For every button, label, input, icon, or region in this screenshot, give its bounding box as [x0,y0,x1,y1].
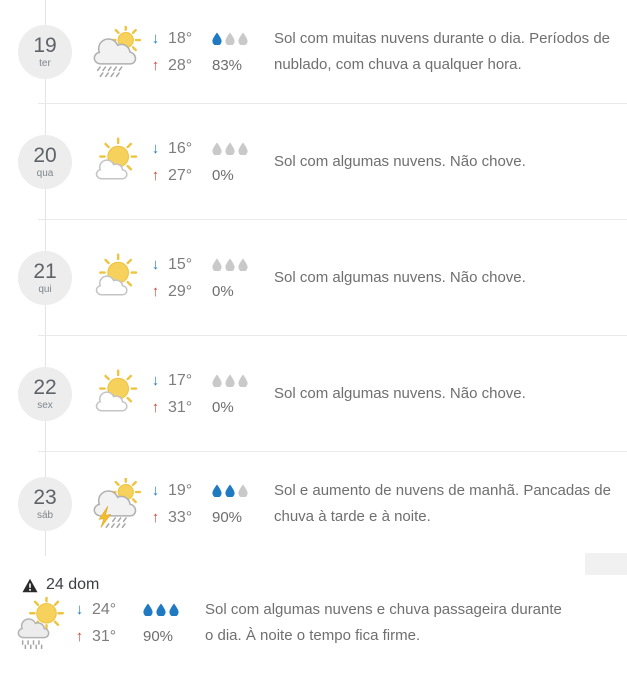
sun-small-cloud-icon [90,136,142,188]
rain-drop-icon [238,32,248,45]
min-temp: 19° [168,481,193,499]
day-number: 21 [33,259,57,283]
rain-drop-icon [212,484,222,497]
min-temp: 17° [168,371,193,389]
day-badge [18,251,72,305]
cloud-sun-rain-icon [90,26,142,78]
arrow-up-icon: ↑ [151,399,160,416]
forecast-description: Sol e aumento de nuvens de manhã. Pancadas de chuva à tarde e à noite. [274,482,611,525]
rain-drop-icon [212,374,222,387]
day-number: 22 [33,375,57,399]
max-temp: 29° [168,282,193,300]
day-weekday: sex [37,400,53,412]
cloud-sun-storm-icon [90,478,142,530]
arrow-down-icon: ↓ [75,601,84,618]
rain-drop-icon [238,142,248,155]
rain-probability: 83% [212,57,243,74]
arrow-up-icon: ↑ [75,628,84,645]
alert-day-label: 24 dom [46,576,100,593]
day-weekday: qua [36,168,54,180]
rain-drop-icon [225,374,235,387]
day-number: 23 [33,485,57,509]
forecast-description: Sol com algumas nuvens. Não chove. [274,153,526,170]
rain-column [212,251,260,305]
rain-drop-icon [225,484,235,497]
temperature-column [148,25,204,79]
max-temp: 31° [92,627,117,645]
day-weekday: sáb [36,510,54,522]
rain-drop-icon [143,603,153,616]
rain-drops-indicator [143,596,191,623]
arrow-up-icon: ↑ [151,167,160,184]
max-temp: 33° [168,508,193,526]
rain-drops-indicator [212,477,260,504]
rain-column [212,25,260,79]
scrollbar-fragment[interactable] [585,553,627,575]
rain-probability: 0% [212,283,234,300]
temperature-column [148,367,204,421]
max-temp: 27° [168,166,193,184]
rain-drop-icon [169,603,179,616]
day-column [0,367,90,421]
forecast-row-day-23[interactable] [0,452,627,556]
forecast-description: Sol com muitas nuvens durante o dia. Períodos de nublado, com chuva a qualquer hora. [274,30,611,73]
forecast-row-day-19[interactable] [0,0,627,104]
rain-probability: 90% [212,509,243,526]
rain-drop-icon [238,484,248,497]
arrow-down-icon: ↓ [151,372,160,389]
rain-drops-indicator [212,367,260,394]
temperature-column [148,251,204,305]
min-temp: 16° [168,139,193,157]
rain-drop-icon [225,142,235,155]
rain-drop-icon [156,603,166,616]
arrow-down-icon: ↓ [151,30,160,47]
day-number: 20 [33,143,57,167]
forecast-row-day-21[interactable] [0,220,627,336]
alert-body [0,596,627,650]
day-badge [18,477,72,531]
arrow-down-icon: ↓ [151,140,160,157]
rain-column [212,367,260,421]
rain-probability: 0% [212,167,234,184]
rain-drops-indicator [212,251,260,278]
arrow-down-icon: ↓ [151,256,160,273]
min-temp: 15° [168,255,193,273]
day-column [0,251,90,305]
rain-drop-icon [225,32,235,45]
forecast-row-day-24[interactable] [0,556,627,650]
forecast-description: Sol com algumas nuvens. Não chove. [274,385,526,402]
day-badge [18,367,72,421]
rain-probability: 90% [143,628,174,645]
sun-small-cloud-icon [90,368,142,420]
forecast-description: Sol com algumas nuvens. Não chove. [274,269,526,286]
day-weekday: qui [38,284,52,296]
warning-icon [22,578,38,593]
arrow-up-icon: ↑ [151,283,160,300]
min-temp: 24° [92,600,117,618]
rain-drop-icon [238,374,248,387]
forecast-row-day-22[interactable] [0,336,627,452]
sun-cloud-rain-icon [14,597,66,649]
day-badge [18,25,72,79]
arrow-up-icon: ↑ [151,57,160,74]
rain-drop-icon [212,142,222,155]
rain-probability: 0% [212,399,234,416]
rain-drop-icon [225,258,235,271]
rain-drops-indicator [212,135,260,162]
max-temp: 28° [168,56,193,74]
temperature-column [148,135,204,189]
min-temp: 18° [168,29,193,47]
day-number: 19 [33,33,57,57]
rain-column [212,477,260,531]
temperature-column [148,477,204,531]
rain-drop-icon [212,258,222,271]
rain-drop-icon [238,258,248,271]
sun-small-cloud-icon [90,252,142,304]
forecast-row-day-20[interactable] [0,104,627,220]
rain-drop-icon [212,32,222,45]
day-weekday: ter [39,58,51,70]
temperature-column [72,596,135,650]
day-column [0,477,90,531]
rain-column [212,135,260,189]
day-column [0,135,90,189]
day-badge [18,135,72,189]
max-temp: 31° [168,398,193,416]
forecast-description: Sol com algumas nuvens e chuva passageira durante o dia. À noite o tempo fica firme. [205,601,562,644]
arrow-up-icon: ↑ [151,509,160,526]
day-column [0,25,90,79]
arrow-down-icon: ↓ [151,482,160,499]
rain-drops-indicator [212,25,260,52]
alert-header [0,574,627,596]
rain-column [143,596,191,650]
